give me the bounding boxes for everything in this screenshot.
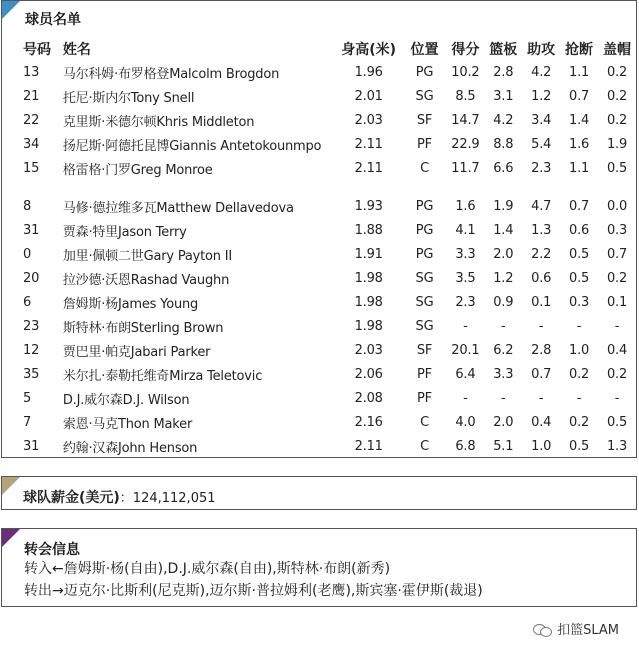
player-assists: 1.0: [531, 438, 552, 454]
player-height: 2.11: [354, 136, 383, 152]
transfer-in: 转入←詹姆斯·杨(自由),D.J.威尔森(自由),斯特林·布朗(新秀): [24, 561, 391, 577]
player-position: PF: [417, 390, 432, 406]
player-row: [17, 362, 636, 386]
group-spacer: [17, 180, 636, 194]
player-blocks: 0.2: [606, 270, 628, 286]
player-height: 2.08: [354, 390, 383, 406]
player-name: 贾巴里·帕克Jabari Parker: [62, 344, 211, 360]
player-assists: 4.7: [531, 198, 552, 214]
player-points: 20.1: [451, 342, 480, 358]
player-name: 詹姆斯·杨James Young: [62, 296, 199, 312]
player-points: 11.7: [451, 160, 480, 176]
player-steals: -: [576, 390, 582, 406]
player-assists: -: [538, 318, 544, 334]
player-steals: 0.2: [569, 366, 590, 382]
player-steals: 0.5: [569, 246, 590, 262]
player-row: [17, 218, 636, 242]
header-height: 身高(米): [341, 42, 397, 58]
player-blocks: 0.2: [606, 88, 628, 104]
player-steals: 1.1: [569, 160, 590, 176]
player-height: 1.91: [354, 246, 383, 262]
wechat-icon: [533, 622, 551, 636]
player-height: 2.01: [354, 88, 383, 104]
player-blocks: 0.5: [606, 160, 628, 176]
player-assists: 5.4: [531, 136, 552, 152]
player-steals: 0.7: [569, 88, 590, 104]
player-blocks: 1.3: [606, 438, 628, 454]
header-points: 得分: [451, 42, 480, 58]
player-number: 31: [23, 222, 40, 238]
player-points: 4.1: [455, 222, 476, 238]
player-steals: 0.5: [569, 270, 590, 286]
player-steals: 1.1: [569, 64, 590, 80]
player-height: 1.98: [354, 270, 383, 286]
transfer-title: 转会信息: [24, 542, 80, 558]
player-points: 10.2: [451, 64, 480, 80]
player-row: [17, 410, 636, 434]
player-name: 米尔扎·泰勒托维奇Mirza Teletovic: [62, 368, 263, 384]
player-steals: -: [576, 318, 582, 334]
player-rebounds: 2.0: [493, 414, 514, 430]
player-assists: 0.4: [531, 414, 552, 430]
header-position: 位置: [410, 42, 439, 58]
player-rebounds: 6.6: [493, 160, 514, 176]
player-height: 2.06: [354, 366, 383, 382]
player-height: 2.11: [354, 438, 383, 454]
player-row: [17, 132, 636, 156]
header-steals: 抢断: [565, 42, 594, 58]
player-name: 拉沙德·沃恩Rashad Vaughn: [62, 272, 230, 288]
player-number: 23: [23, 318, 40, 334]
player-rebounds: 5.1: [493, 438, 514, 454]
player-points: 22.9: [451, 136, 480, 152]
player-position: C: [420, 438, 429, 454]
player-number: 15: [23, 160, 40, 176]
player-points: 6.4: [455, 366, 476, 382]
player-position: PG: [415, 198, 434, 214]
player-number: 6: [23, 294, 32, 310]
player-name: 格雷格·门罗Greg Monroe: [62, 162, 213, 178]
player-points: 14.7: [451, 112, 480, 128]
player-name: 马修·德拉维多瓦Matthew Dellavedova: [62, 200, 294, 216]
player-rebounds: 3.3: [493, 366, 514, 382]
player-points: 1.6: [455, 198, 476, 214]
player-row: [17, 290, 636, 314]
player-height: 2.03: [354, 112, 383, 128]
player-blocks: 0.3: [606, 222, 628, 238]
player-steals: 0.3: [569, 294, 590, 310]
group-spacer-cell: [17, 180, 636, 194]
player-name: 贾森·特里Jason Terry: [62, 224, 187, 240]
player-assists: 2.2: [531, 246, 552, 262]
roster-header-row: [17, 38, 636, 60]
roster-table: [17, 38, 636, 458]
player-points: 8.5: [455, 88, 476, 104]
player-position: PG: [415, 222, 434, 238]
player-height: 1.98: [354, 318, 383, 334]
player-row: [17, 60, 636, 84]
player-height: 1.88: [354, 222, 383, 238]
player-height: 1.96: [354, 64, 383, 80]
transfer-out: 转出→迈克尔·比斯利(尼克斯),迈尔斯·普拉姆利(老鹰),斯宾塞·霍伊斯(裁退): [24, 583, 483, 599]
player-assists: 1.2: [531, 88, 552, 104]
player-name: 加里·佩顿二世Gary Payton II: [62, 248, 233, 264]
player-position: SG: [415, 270, 434, 286]
player-assists: 3.4: [531, 112, 552, 128]
header-number: 号码: [23, 42, 51, 58]
transfer-corner-marker: [2, 529, 20, 547]
player-steals: 0.7: [569, 198, 590, 214]
salary-corner-marker: [2, 477, 20, 495]
player-number: 31: [23, 438, 40, 454]
player-blocks: 0.1: [606, 294, 628, 310]
player-number: 12: [23, 342, 40, 358]
player-rebounds: 1.4: [493, 222, 514, 238]
player-steals: 0.5: [569, 438, 590, 454]
player-position: SF: [416, 112, 433, 128]
player-rebounds: 2.8: [493, 64, 514, 80]
player-row: [17, 108, 636, 132]
salary-label: 球队薪金(美元): [23, 490, 120, 506]
player-row: [17, 434, 636, 458]
player-steals: 0.2: [569, 414, 590, 430]
watermark: [533, 619, 619, 638]
player-number: 20: [23, 270, 40, 286]
salary-line: [23, 487, 216, 507]
player-number: 13: [23, 64, 40, 80]
roster-title: 球员名单: [25, 12, 81, 28]
player-name: 约翰·汉森John Henson: [62, 440, 198, 456]
player-name: 马尔科姆·布罗格登Malcolm Brogdon: [62, 66, 280, 82]
header-name: 姓名: [62, 42, 91, 58]
player-row: [17, 194, 636, 218]
player-position: PF: [417, 136, 432, 152]
player-steals: 1.6: [569, 136, 590, 152]
player-name: 扬尼斯·阿德托昆博Giannis Antetokounmpo: [62, 138, 322, 154]
player-row: [17, 266, 636, 290]
player-assists: 1.3: [531, 222, 552, 238]
player-position: SF: [416, 342, 433, 358]
player-number: 35: [23, 366, 40, 382]
player-row: [17, 338, 636, 362]
player-rebounds: 8.8: [493, 136, 514, 152]
player-steals: 0.6: [569, 222, 590, 238]
player-number: 7: [23, 414, 32, 430]
player-row: [17, 84, 636, 108]
player-height: 2.03: [354, 342, 383, 358]
player-assists: -: [538, 390, 544, 406]
header-assists: 助攻: [527, 42, 556, 58]
player-assists: 4.2: [531, 64, 552, 80]
player-assists: 0.6: [531, 270, 552, 286]
player-name: 斯特林·布朗Sterling Brown: [62, 320, 224, 336]
player-height: 1.98: [354, 294, 383, 310]
player-assists: 2.8: [531, 342, 552, 358]
player-position: PF: [417, 366, 432, 382]
player-rebounds: 0.9: [493, 294, 514, 310]
player-assists: 0.7: [531, 366, 552, 382]
player-number: 5: [23, 390, 32, 406]
player-rebounds: -: [501, 390, 506, 406]
player-assists: 0.1: [531, 294, 552, 310]
watermark-text: 扣篮SLAM: [557, 623, 619, 638]
player-position: C: [420, 414, 429, 430]
player-position: SG: [415, 294, 434, 310]
player-blocks: 0.0: [606, 198, 628, 214]
player-points: -: [463, 318, 468, 334]
player-name: 索恩·马克Thon Maker: [62, 416, 193, 432]
player-row: [17, 386, 636, 410]
player-rebounds: -: [501, 318, 506, 334]
roster-panel: [1, 0, 637, 458]
player-blocks: 0.2: [606, 64, 628, 80]
player-position: PG: [415, 64, 434, 80]
player-blocks: 1.9: [606, 136, 628, 152]
player-points: 3.3: [455, 246, 476, 262]
player-number: 22: [23, 112, 40, 128]
player-blocks: 0.2: [606, 112, 628, 128]
player-rebounds: 1.9: [493, 198, 514, 214]
player-blocks: -: [614, 318, 620, 334]
player-position: PG: [415, 246, 434, 262]
player-number: 34: [23, 136, 40, 152]
player-points: -: [463, 390, 468, 406]
player-row: [17, 314, 636, 338]
player-assists: 2.3: [531, 160, 552, 176]
player-points: 3.5: [455, 270, 476, 286]
player-rebounds: 1.2: [493, 270, 514, 286]
player-points: 2.3: [455, 294, 476, 310]
player-height: 2.11: [354, 160, 383, 176]
player-steals: 1.4: [569, 112, 590, 128]
player-row: [17, 156, 636, 180]
player-rebounds: 4.2: [493, 112, 514, 128]
player-number: 0: [23, 246, 32, 262]
player-steals: 1.0: [569, 342, 590, 358]
player-rebounds: 3.1: [493, 88, 514, 104]
player-position: C: [420, 160, 429, 176]
player-blocks: 0.2: [606, 366, 628, 382]
player-name: 托尼·斯内尔Tony Snell: [62, 90, 195, 106]
player-rebounds: 2.0: [493, 246, 514, 262]
player-number: 21: [23, 88, 40, 104]
player-points: 6.8: [455, 438, 476, 454]
player-position: SG: [415, 318, 434, 334]
player-rebounds: 6.2: [493, 342, 514, 358]
header-blocks: 盖帽: [603, 42, 631, 58]
header-rebounds: 篮板: [489, 42, 518, 58]
player-blocks: -: [614, 390, 620, 406]
player-blocks: 0.4: [606, 342, 628, 358]
player-blocks: 0.7: [606, 246, 628, 262]
player-name: 克里斯·米德尔顿Khris Middleton: [62, 114, 255, 130]
player-number: 8: [23, 198, 32, 214]
player-position: SG: [415, 88, 434, 104]
roster-corner-marker: [2, 1, 20, 19]
salary-value: ：124,112,051: [119, 491, 216, 506]
player-blocks: 0.5: [606, 414, 628, 430]
player-height: 1.93: [354, 198, 383, 214]
player-points: 4.0: [455, 414, 476, 430]
player-name: D.J.威尔森D.J. Wilson: [62, 392, 190, 408]
player-row: [17, 242, 636, 266]
player-height: 2.16: [354, 414, 383, 430]
